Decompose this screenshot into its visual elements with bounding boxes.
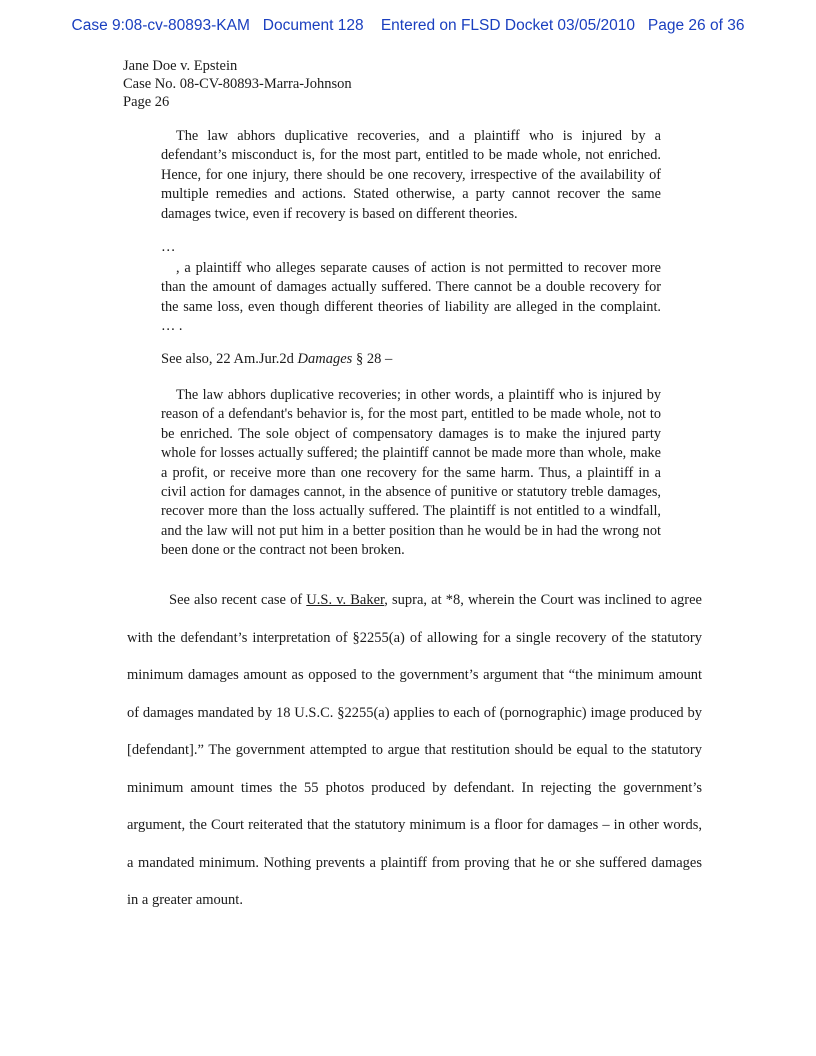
block-quote-2: [161, 386, 661, 561]
body-intro: See also recent case of: [169, 592, 303, 608]
block-quote-1: [161, 127, 661, 224]
quote1-paragraph: The law abhors duplicative recoveries, and a plaintiff who is injured by a defendant’s misconduct is, for the most part, entitled to be made whole, not enriched. Hence, for one injury, there should be one recovery, irrespective of the availability of multiple remedies and actions. Stated otherwise, a party cannot recover the same damages twice, even if recovery is based on different theories.: [161, 128, 661, 222]
see-also-section: § 28 –: [355, 351, 393, 367]
case-caption: [123, 57, 352, 111]
caption-case-number: Case No. 08-CV-80893-Marra-Johnson: [123, 76, 352, 92]
court-filing-stamp: Case 9:08-cv-80893-KAM Document 128 Entered on FLSD Docket 03/05/2010 Page 26 of 36: [71, 17, 745, 34]
caption-page-number: Page 26: [123, 94, 170, 110]
block-quote-1-continued: [161, 259, 661, 337]
case-citation-link: U.S. v. Baker: [306, 592, 385, 608]
quote1-paragraph-2: , a plaintiff who alleges separate causes of action is not permitted to recover more than the amount of damages actually suffered. There cannot be a double recovery for the same loss, even though different theories of liability are alleged in the complaint. … .: [161, 260, 661, 335]
quote-ellipsis: …: [161, 239, 176, 255]
see-also-prefix: See also, 22 Am.Jur.2d: [161, 351, 294, 367]
see-also-citation: [161, 351, 392, 368]
caption-case-title: Jane Doe v. Epstein: [123, 58, 238, 74]
quote2-paragraph: The law abhors duplicative recoveries; in other words, a plaintiff who is injured by reason of a defendant's behavior is, for the most part, entitled to be made whole, not to be enriched. The sole object of compensatory damages is to make the injured party whole for losses actually suffered; the plaintiff cannot be made more than whole, make a profit, or receive more than one recovery for the same harm. Thus, a plaintiff in a civil action for damages cannot, in the absence of punitive or statutory treble damages, recover more than the loss actually suffered. The plaintiff is not entitled to a windfall, and the law will not put him in a better position than he would be in had the wrong not been done or the contract not been broken.: [161, 387, 661, 559]
body-text: , supra, at *8, wherein the Court was inclined to agree with the defendant’s interpretation of §2255(a) of allowing for a single recovery of the statutory minimum damages amount as opposed to the government’s argument that “the minimum amount of damages mandated by 18 U.S.C. §2255(a) applies to each of (pornographic) image produced by [defendant].” The government attempted to argue that restitution should be equal to the statutory minimum amount times the 55 photos produced by defendant. In rejecting the government’s argument, the Court reiterated that the statutory minimum is a floor for damages – in other words, a mandated minimum. Nothing prevents a plaintiff from proving that he or she suffered damages in a greater amount.: [127, 592, 702, 908]
body-paragraph: [127, 582, 702, 920]
see-also-italic-title: Damages: [297, 351, 353, 367]
